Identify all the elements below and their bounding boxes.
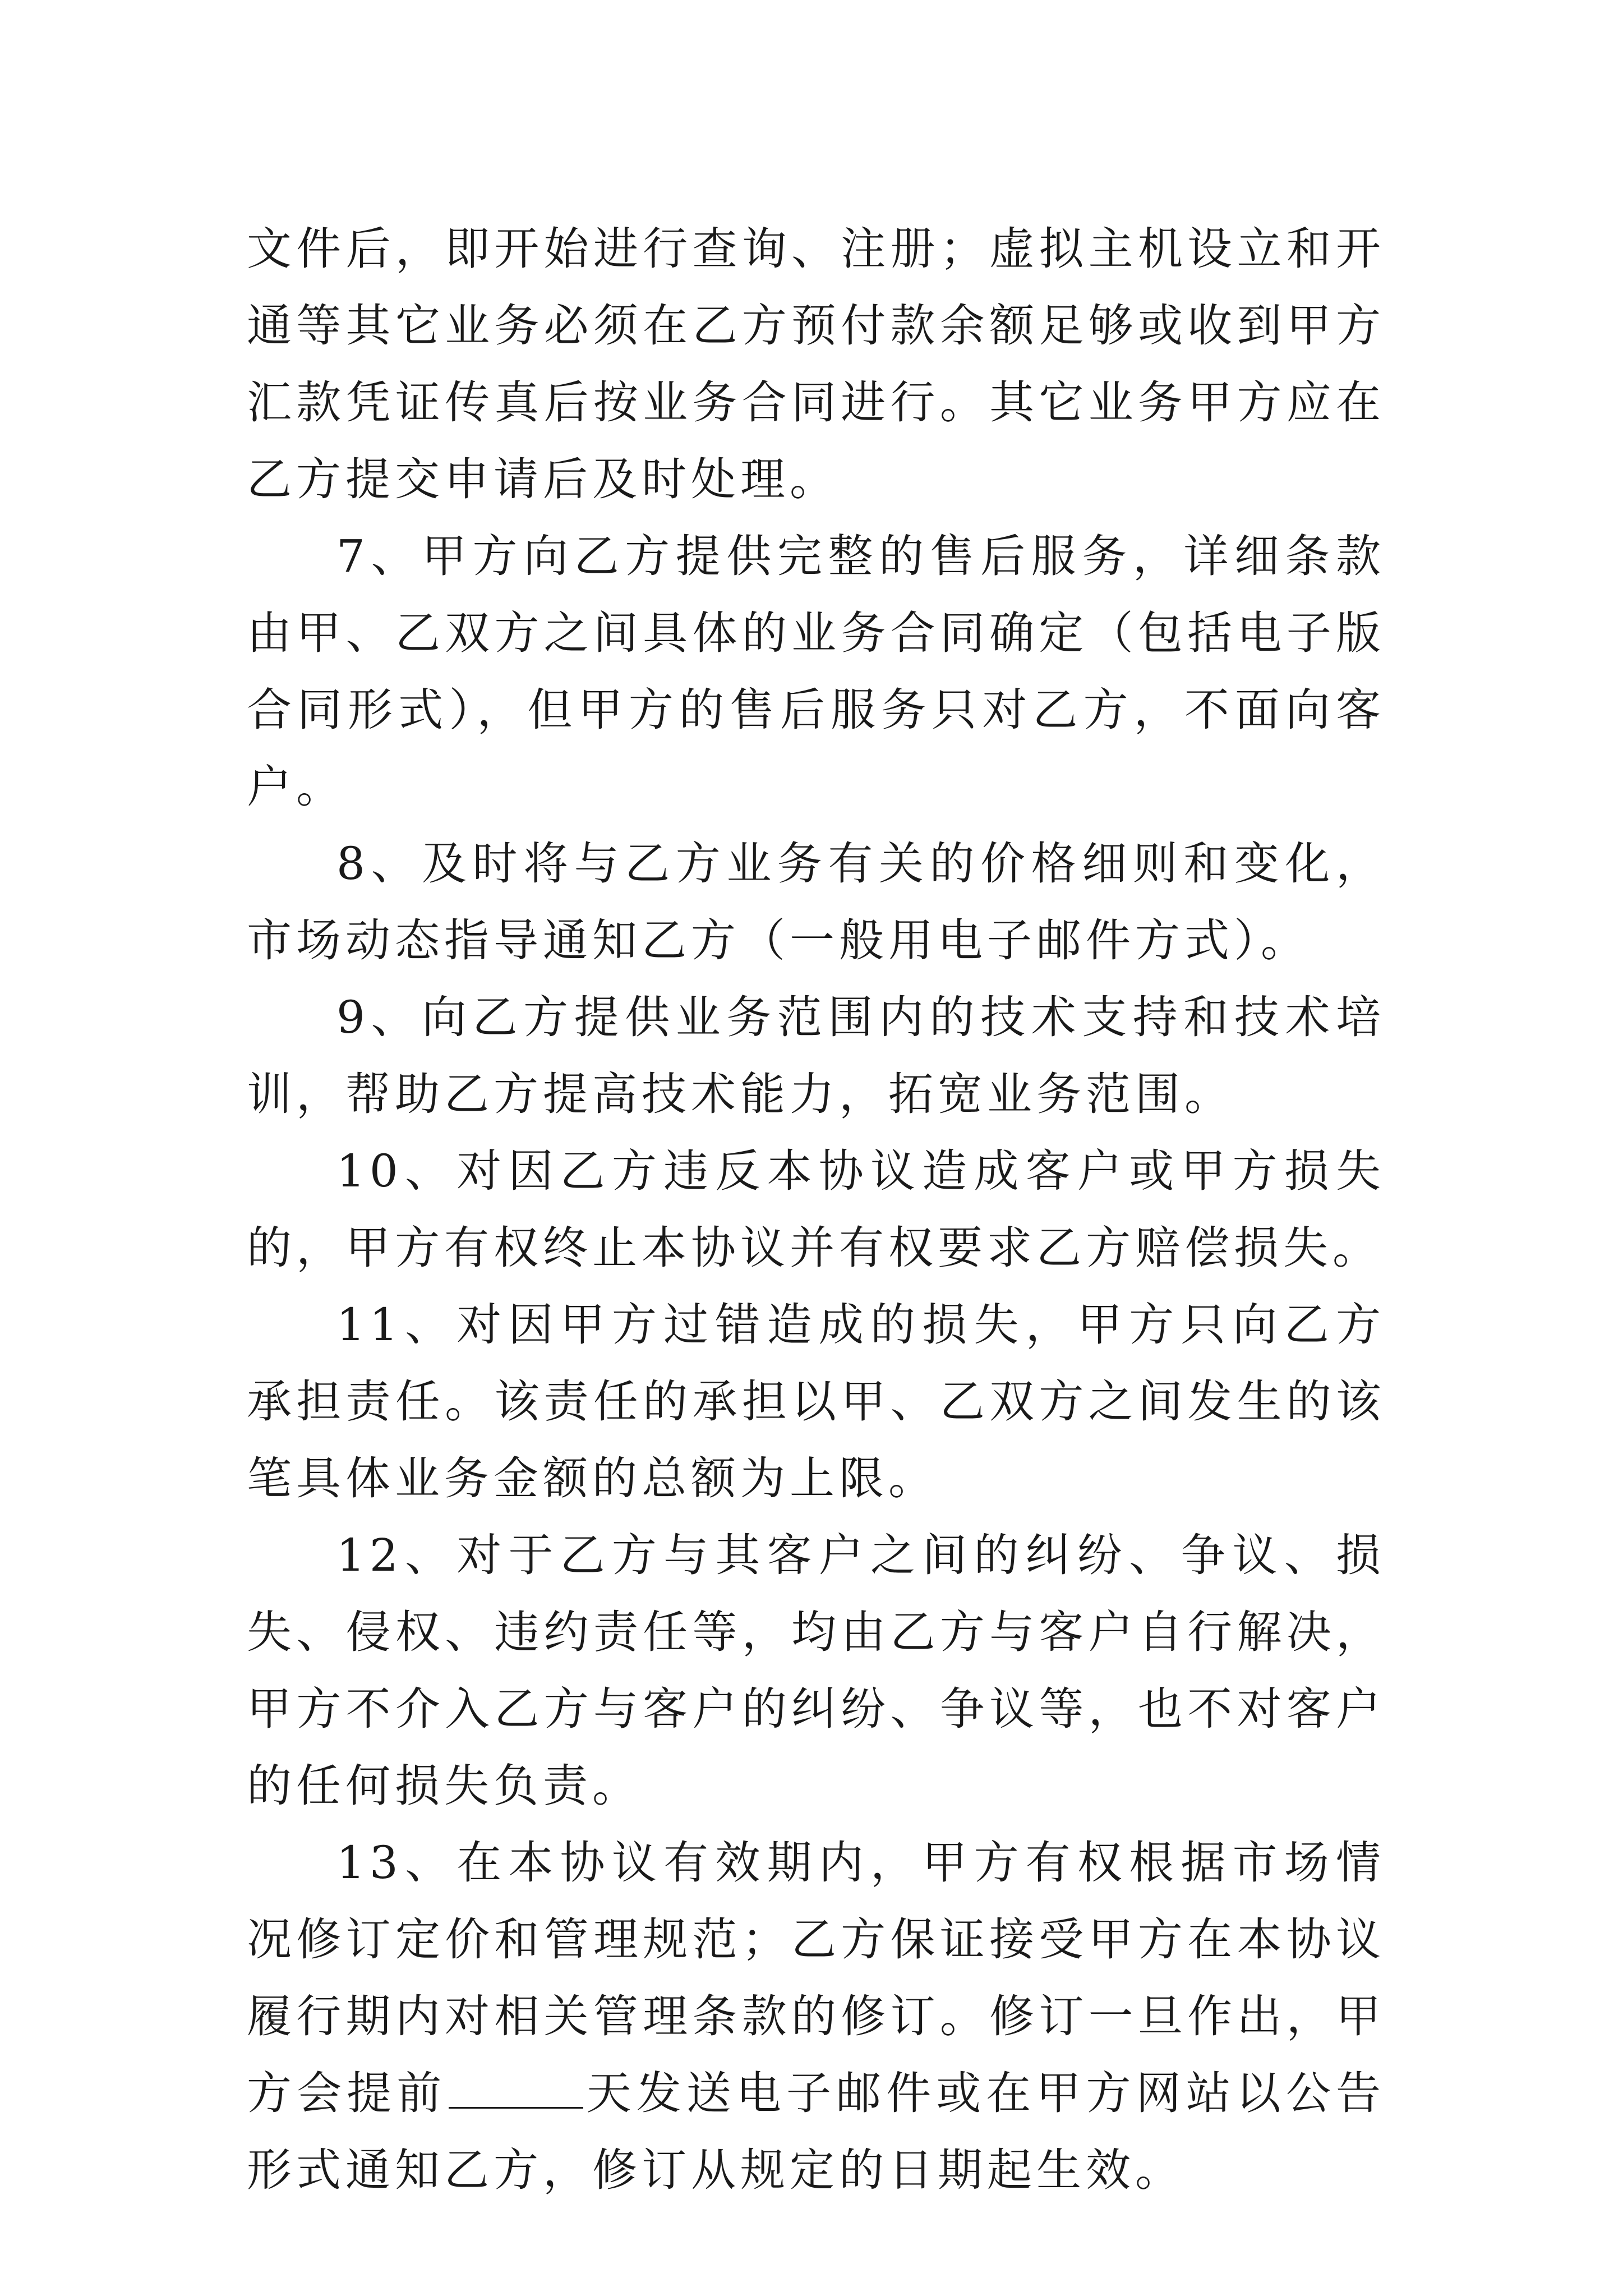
paragraph-clause-10: 10、对因乙方违反本协议造成客户或甲方损失的，甲方有权终止本协议并有权要求乙方赔偿损失。 — [247, 1145, 1385, 1274]
paragraph-clause-12: 12、对于乙方与其客户之间的纠纷、争议、损失、侵权、违约责任等，均由乙方与客户自行解决，甲方不介入乙方与客户的纠纷、争议等，也不对客户的任何损失负责。 — [247, 1529, 1385, 1812]
clause-13-text-after-blank: 天发送电子邮件或在甲方网站以公告形式通知乙方，修订从规定的日期起生效。 — [247, 2067, 1386, 2196]
paragraph-clause-9: 9、向乙方提供业务范围内的技术支持和技术培训，帮助乙方提高技术能力，拓宽业务范围。 — [247, 991, 1385, 1120]
paragraph-clause-8: 8、及时将与乙方业务有关的价格细则和变化，市场动态指导通知乙方（一般用电子邮件方式）。 — [247, 838, 1385, 967]
paragraph-clause-11: 11、对因甲方过错造成的损失，甲方只向乙方承担责任。该责任的承担以甲、乙双方之间发生的该笔具体业务金额的总额为上限。 — [247, 1299, 1385, 1504]
document-body — [247, 210, 1385, 2208]
paragraph-continued: 文件后，即开始进行查询、注册；虚拟主机设立和开通等其它业务必须在乙方预付款余额足够或收到甲方汇款凭证传真后按业务合同进行。其它业务甲方应在乙方提交申请后及时处理。 — [247, 223, 1385, 505]
paragraph-clause-7: 7、甲方向乙方提供完整的售后服务，详细条款由甲、乙双方之间具体的业务合同确定（包括电子版合同形式），但甲方的售后服务只对乙方，不面向客户。 — [247, 530, 1385, 813]
fill-in-blank-days — [449, 2068, 583, 2109]
clause-13-text-before-blank: 13、在本协议有效期内，甲方有权根据市场情况修订定价和管理规范；乙方保证接受甲方在本协议履行期内对相关管理条款的修订。修订一旦作出，甲方会提前 — [247, 1837, 1385, 2119]
paragraph-clause-13 — [247, 1824, 1385, 2208]
